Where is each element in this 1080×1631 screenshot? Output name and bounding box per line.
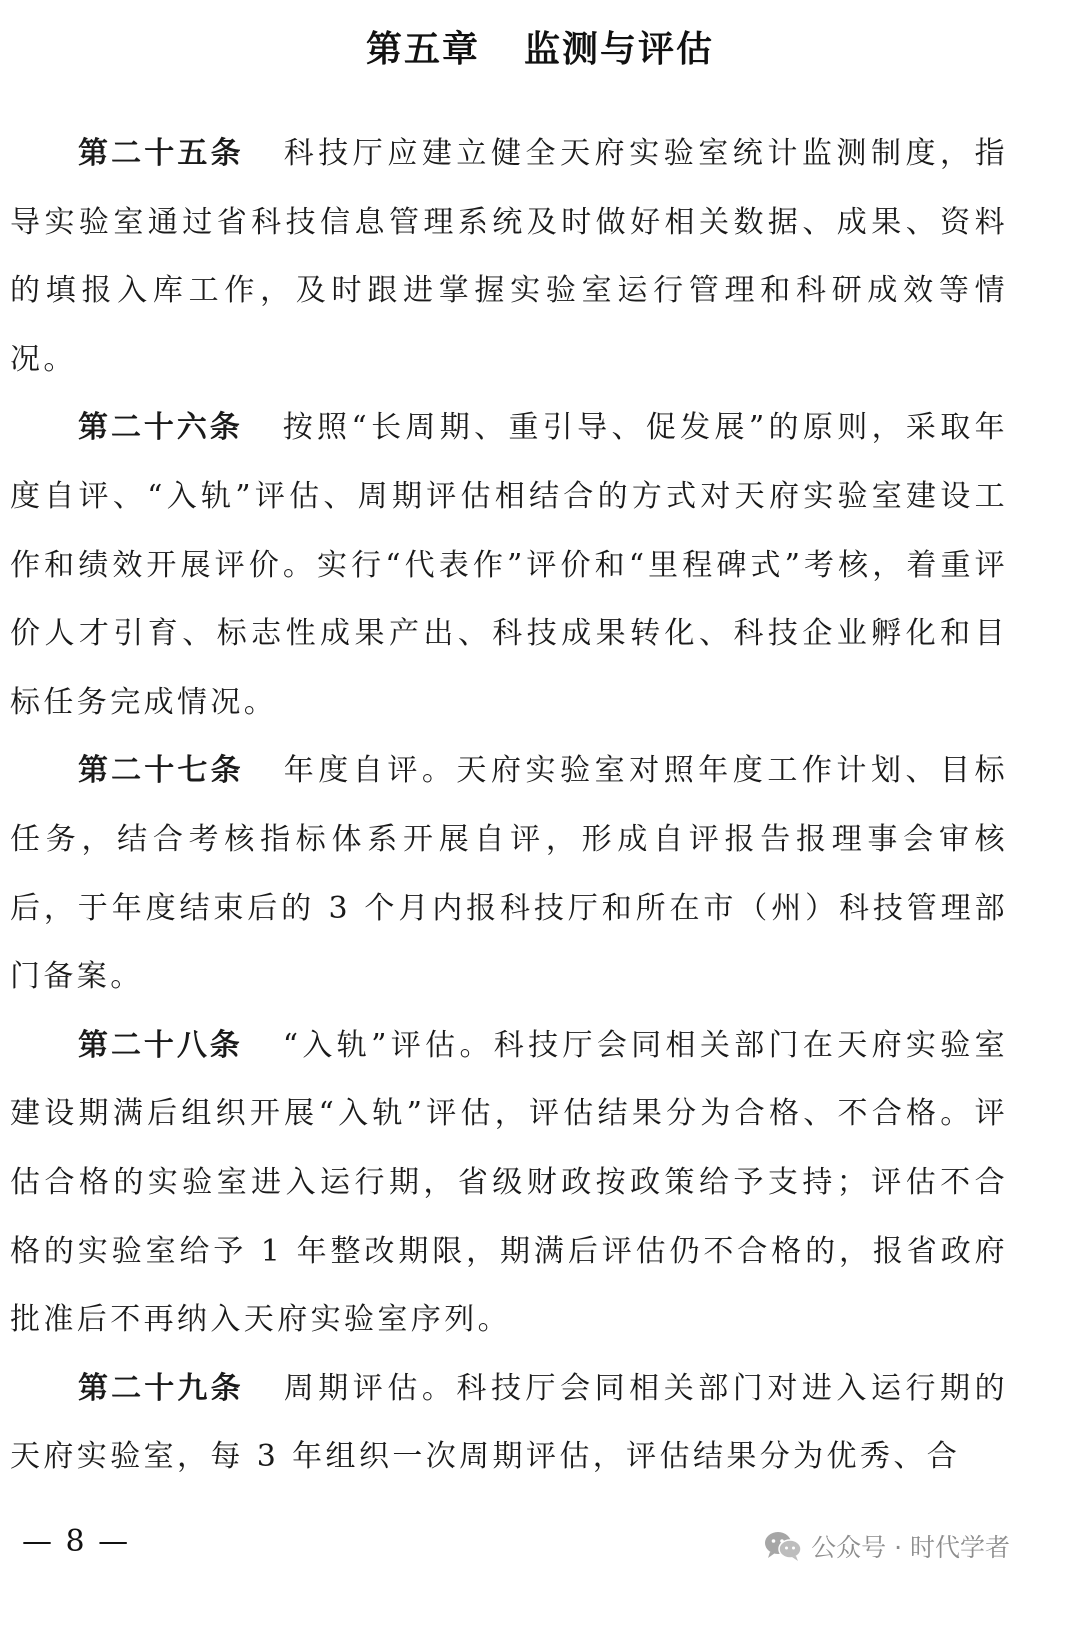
article-number: 第二十七条 [78,753,244,789]
article-28 [10,1012,1008,1355]
wechat-icon [763,1530,803,1562]
article-list [10,120,1008,1492]
article-number: 第二十八条 [78,1027,243,1063]
article-number: 第二十九条 [78,1370,244,1406]
page-footer [0,1502,1080,1582]
watermark [763,1528,1010,1564]
article-text: “入轨”评估。科技厅会同相关部门在天府实验室建设期满后组织开展“入轨”评估，评估结果分为合格、不合格。评估合格的实验室进入运行期，省级财政按政策给予支持；评估不合格的实验室给予 1 年整改期限，期满后评估仍不合格的，报省政府批准后不再纳入天府实验室序列。 [10,1027,1008,1338]
article-29 [10,1355,1008,1492]
chapter-heading [0,22,1080,78]
article-25 [10,120,1008,394]
article-text: 周期评估。科技厅会同相关部门对进入运行期的天府实验室，每 3 年组织一次周期评估，评估结果分为优秀、合 [10,1370,1008,1475]
article-27 [10,737,1008,1011]
watermark-text: 公众号 · 时代学者 [811,1533,1010,1562]
article-26 [10,394,1008,737]
chapter-title: 监测与评估 [524,29,715,70]
chapter-number: 第五章 [365,29,480,70]
article-number: 第二十五条 [78,136,244,171]
article-number: 第二十六条 [78,410,243,446]
article-text: 年度自评。天府实验室对照年度工作计划、目标任务，结合考核指标体系开展自评，形成自评报告报理事会审核后，于年度结束后的 3 个月内报科技厅和所在市（州）科技管理部门备案。 [10,753,1008,995]
page-number: — 8 — [22,1524,131,1559]
article-text: 按照“长周期、重引导、促发展”的原则，采取年度自评、“入轨”评估、周期评估相结合的方式对天府实验室建设工作和绩效开展评价。实行“代表作”评价和“里程碑式”考核，着重评价人才引育、标志性成果产出、科技成果转化、科技企业孵化和目标任务完成情况。 [10,410,1008,720]
article-text: 科技厅应建立健全天府实验室统计监测制度，指导实验室通过省科技信息管理系统及时做好相关数据、成果、资料的填报入库工作，及时跟进掌握实验室运行管理和科研成效等情况。 [10,136,1008,377]
